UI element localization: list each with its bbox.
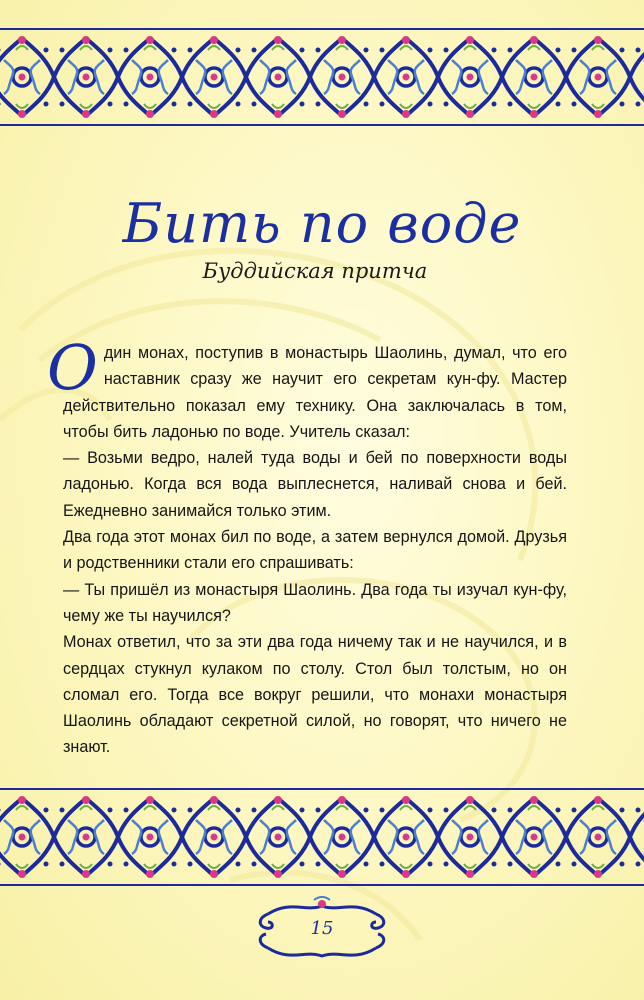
paragraph <box>47 331 567 445</box>
parable-text <box>47 331 567 761</box>
bottom-ornament-border <box>0 786 644 888</box>
page-number: 15 <box>310 918 334 939</box>
paragraph-text: дин монах, поступив в монастырь Шаолинь, думал, что его наставник сразу же научит его секретам кун-фу. Мастер действительно показал ему технику. Она заключалась в том, чтобы бить ладонью по воде. Учитель сказал: <box>63 344 567 441</box>
paragraph: Монах ответил, что за эти два года ничему так и не научился, и в сердцах стукнул кулаком по столу. Стол был толстым, но он сломал его. Тогда все вокруг решили, что монахи монастыря Шаолинь обладают секретной силой, но говорят, что ничего не знают. <box>63 633 567 757</box>
paragraph: Два года этот монах бил по воде, а затем вернулся домой. Друзья и родственники стали его спрашивать: <box>63 528 567 573</box>
paragraph: — Ты пришёл из монастыря Шаолинь. Два года ты изучал кун-фу, чему же ты научился? <box>63 580 567 625</box>
page-subtitle: Буддийская притча <box>202 259 428 283</box>
page-title: Бить по воде <box>122 192 522 255</box>
top-ornament-border <box>0 26 644 128</box>
paragraph: — Возьми ведро, налей туда воды и бей по поверхности воды ладонью. Когда вся вода выплеснется, наливай снова и бей. Ежедневно занимайся только этим. <box>63 449 567 520</box>
drop-cap: О <box>47 331 98 404</box>
